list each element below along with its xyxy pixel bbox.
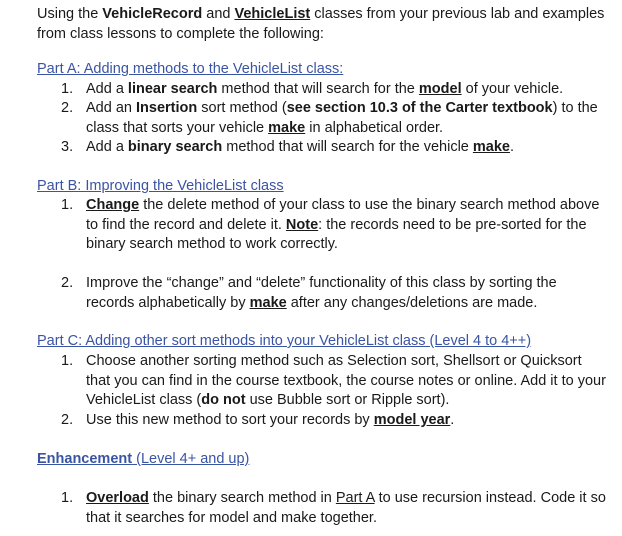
list-item-text: Add a binary search method that will search for the vehicle make.: [86, 139, 515, 155]
part-a-heading-text: Part A: Adding methods to the VehicleList class:: [37, 61, 344, 77]
list-item-text: Use this new method to sort your records by model year.: [86, 412, 455, 428]
intro-text-2: and: [202, 6, 235, 22]
list-number: 2.: [61, 100, 74, 116]
intro-text-3: classes from your previous lab and examples from class lessons to complete the following:: [37, 6, 605, 42]
list-number: 3.: [61, 139, 74, 155]
part-a-item-2: [61, 99, 609, 138]
enhancement-item-1: [61, 489, 609, 528]
vehicle-list-class-name: VehicleList: [234, 6, 311, 22]
part-c-item-1: [61, 352, 609, 411]
list-number: 1.: [61, 353, 74, 369]
intro-paragraph: [37, 5, 607, 44]
part-b-item-1: [61, 196, 609, 255]
list-item-text: Change the delete method of your class to use the binary search method above to find the record and delete it. Note: the records need to be pre-sorted for the binary search method to work correctly.: [86, 197, 600, 252]
intro-text-1: Using the: [37, 6, 103, 22]
list-number: 1.: [61, 197, 74, 213]
part-c-item-2: [61, 411, 609, 431]
enhancement-heading-text: Enhancement (Level 4+ and up): [37, 451, 250, 467]
list-number: 2.: [61, 275, 74, 291]
list-item-text: Improve the “change” and “delete” functionality of this class by sorting the records alphabetically by make after any changes/deletions are made.: [86, 275, 557, 311]
part-a-heading: [37, 60, 343, 80]
part-b-heading-text: Part B: Improving the VehicleList class: [37, 178, 284, 194]
list-item-text: Add an Insertion sort method (see section 10.3 of the Carter textbook) to the class that sorts your vehicle make in alphabetical order.: [86, 100, 598, 136]
part-b-heading: [37, 177, 284, 197]
list-item-text: Add a linear search method that will search for the model of your vehicle.: [86, 81, 564, 97]
list-number: 1.: [61, 490, 74, 506]
vehicle-record-class-name: VehicleRecord: [102, 6, 203, 22]
part-c-heading-text: Part C: Adding other sort methods into your VehicleList class (Level 4 to 4++): [37, 333, 532, 349]
list-item-text: Overload the binary search method in Part A to use recursion instead. Code it so that it searches for model and make together.: [86, 490, 606, 526]
list-item-text: Choose another sorting method such as Selection sort, Shellsort or Quicksort that you can find in the course textbook, the course notes or online. Add it to your VehicleList class (do not use Bubble sort or Ripple sort).: [86, 353, 606, 408]
list-number: 2.: [61, 412, 74, 428]
part-c-heading: [37, 332, 531, 352]
part-a-item-3: [61, 138, 609, 158]
enhancement-heading: [37, 450, 249, 470]
list-number: 1.: [61, 81, 74, 97]
part-b-item-2: [61, 274, 609, 313]
part-a-item-1: [61, 80, 609, 100]
